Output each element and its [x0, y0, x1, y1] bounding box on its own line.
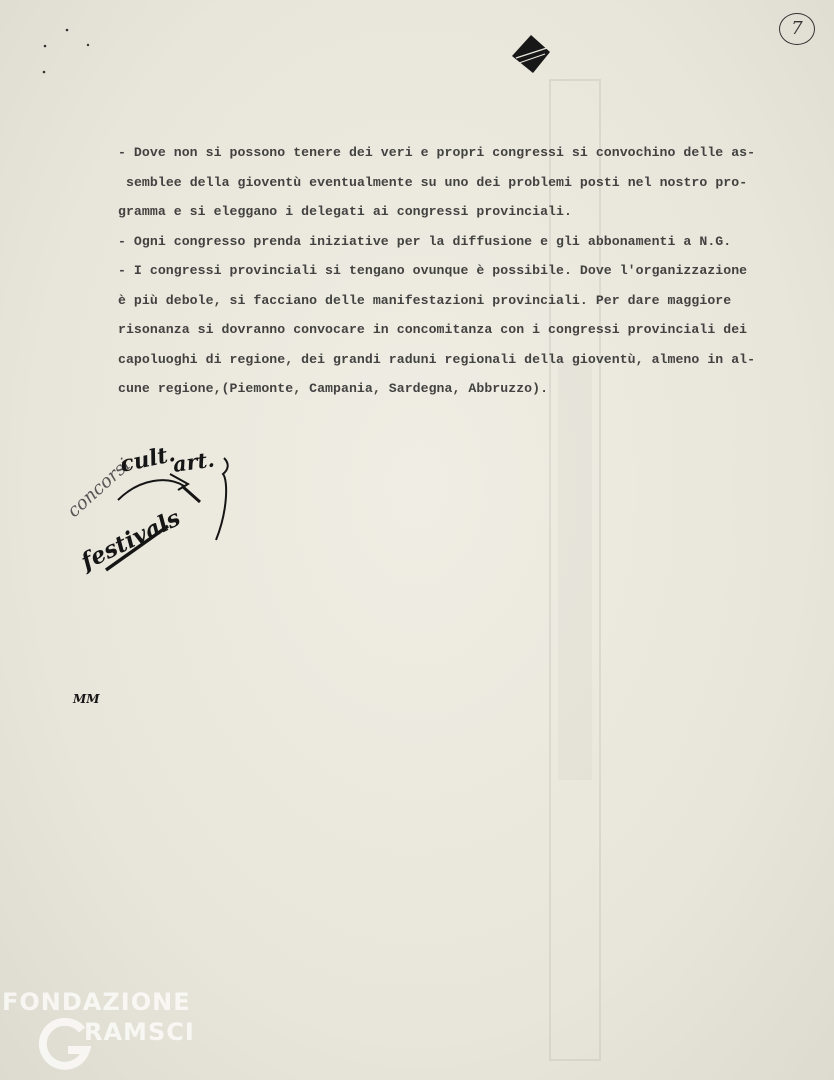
handwritten-word-cult: cult.	[117, 440, 178, 478]
initials-text: MM	[73, 692, 100, 706]
text-line: semblee della gioventù eventualmente su uno dei problemi posti nel nostro pro-	[126, 174, 748, 190]
watermark-line-2: RAMSCI	[84, 1018, 195, 1046]
page-number: 7	[779, 13, 815, 45]
text-line: - Dove non si possono tenere dei veri e propri congressi si convochino delle as-	[118, 145, 756, 160]
text-line: è più debole, si facciano delle manifestazioni provinciali. Per dare maggiore	[118, 292, 732, 308]
ink-dots	[40, 26, 100, 81]
watermark-line-1: FONDAZIONE	[2, 988, 191, 1016]
text-line: risonanza si dovranno convocare in concomitanza con i congressi provinciali dei	[118, 322, 748, 337]
archive-watermark	[2, 988, 212, 1076]
typed-text-body	[118, 138, 818, 404]
handwritten-initials	[72, 688, 100, 708]
handwritten-annotation	[60, 430, 240, 580]
text-line: capoluoghi di regione, dei grandi raduni regionali della gioventù, almeno in al-	[118, 351, 756, 367]
text-line: gramma e si eleggano i delegati ai congressi provinciali.	[118, 204, 572, 219]
handwritten-word-art: art.	[171, 446, 216, 477]
handwritten-word-festivals: festivals	[76, 504, 185, 576]
ink-blot-mark	[507, 30, 555, 78]
handwritten-word-concorsi: concorsi	[63, 454, 135, 522]
text-line: - I congressi provinciali si tengano ovunque è possibile. Dove l'organizzazione	[118, 263, 748, 278]
text-line: - Ogni congresso prenda iniziative per la diffusione e gli abbonamenti a N.G.	[118, 233, 732, 249]
text-line: cune regione,(Piemonte, Campania, Sardegna, Abbruzzo).	[118, 381, 549, 396]
